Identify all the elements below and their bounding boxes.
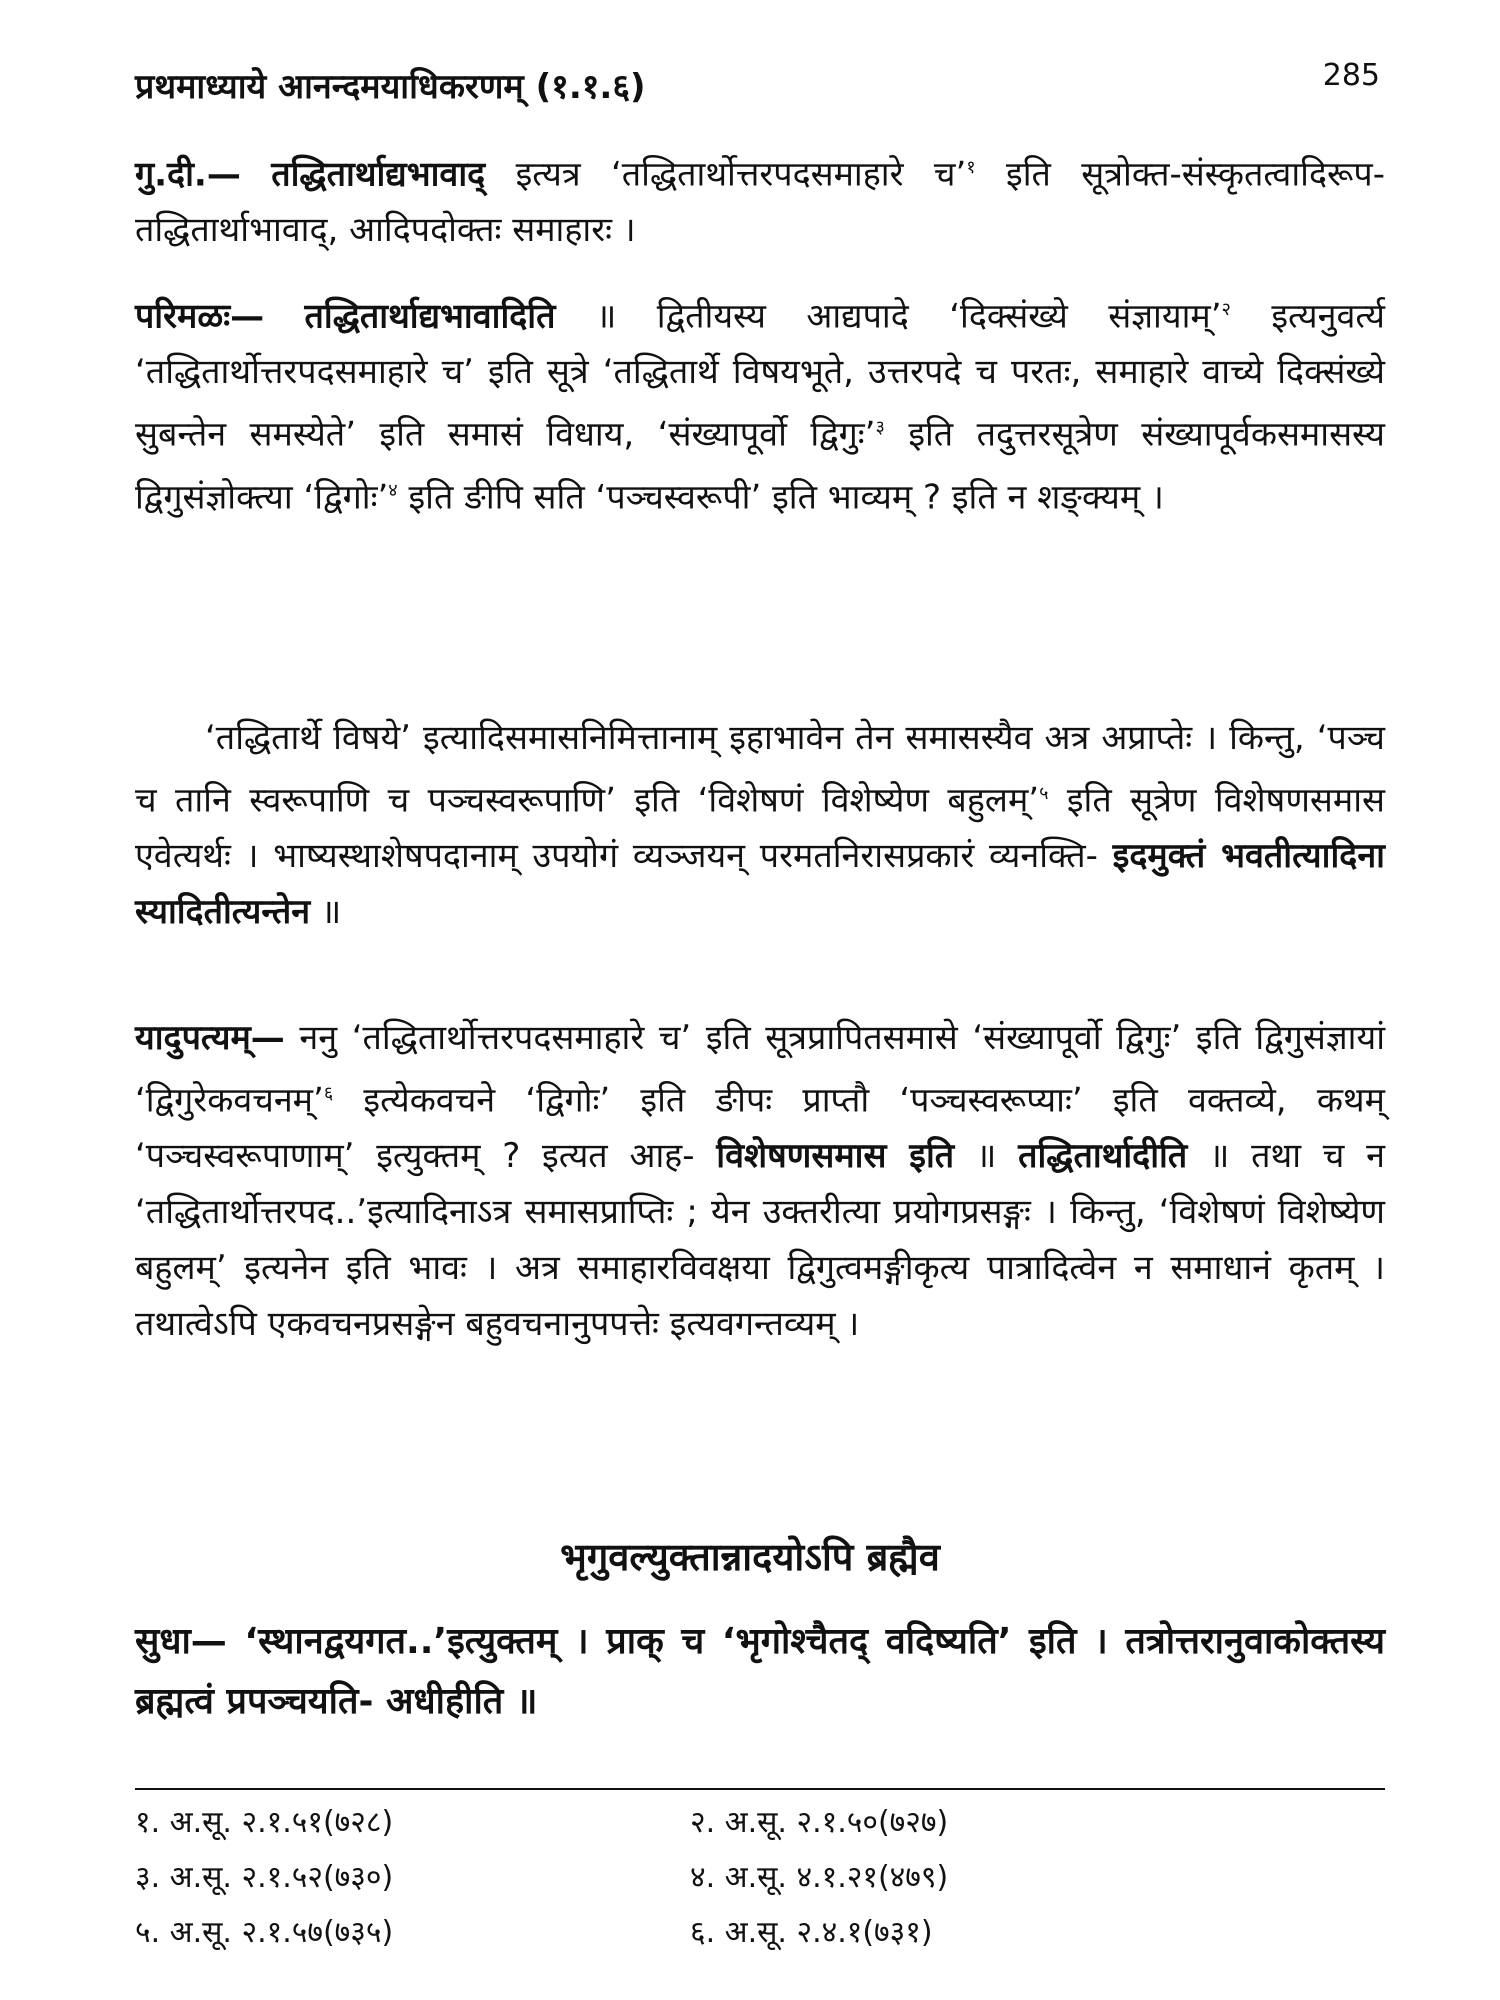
commentary-text: इति तदुत्तरसूत्रेण संख्यापूर्वकसमासस्य द्विगुसंज्ञोक्त्या ‘द्विगोः’ [135, 414, 1385, 517]
footnotes [135, 1800, 1385, 1965]
commentary-text: इत्यनुवर्त्य ‘तद्धितार्थोत्तरपदसमाहारे च’ इति सूत्रे ‘तद्धितार्थे विषयभूते, उत्तरपदे च परतः, समाहारे वाच्ये दिक्संख्ये सुबन्तेन समस्येते’ इति समासं विधाय, ‘संख्यापूर्वो द्विगुः’ [135, 296, 1385, 455]
footnote-ref: ६ [323, 1083, 334, 1104]
footnote-row [135, 1800, 1385, 1855]
commentary-label: गु.दी.— [135, 154, 241, 195]
lemma: विशेषणसमास इति [716, 1136, 955, 1177]
commentary-yadupatyam [135, 1010, 1385, 1352]
footnote: ३. अ.सू. २.१.५२(७३०) [135, 1860, 394, 1895]
footnote: ४. अ.सू. ४.१.२१(४७९) [690, 1860, 949, 1895]
commentary-text: ‘तद्धितार्थे विषये’ इत्यादिसमासनिमित्तानाम् इहाभावेन तेन समासस्यैव अत्र अप्राप्तेः । किन्तु, ‘पञ्च च तानि स्वरूपाणि च पञ्चस्वरूपाणि’ इति ‘विशेषणं विशेष्येण बहुलम्’ [135, 718, 1385, 821]
commentary-text: ‘स्थानद्वयगत..’इत्युक्तम् । प्राक् च ‘भृगोश्चैतद् वदिष्यति’ इति । तत्रोत्तरानुवाकोक्तस्य ब्रह्मत्वं प्रपञ्चयति- [135, 1621, 1385, 1722]
lemma: अधीहीति [386, 1681, 504, 1722]
footnote: ५. अ.सू. २.१.५७(७३५) [135, 1915, 394, 1950]
commentary-text: इति सूत्रेण विशेषणसमास एवेत्यर्थः । भाष्यस्थाशेषपदानाम् उपयोगं व्यञ्जयन् परमतनिरासप्रकारं व्यनक्ति- [135, 780, 1386, 877]
commentary-text: ननु ‘तद्धितार्थोत्तरपदसमाहारे च’ इति सूत्रप्रापितसमासे ‘संख्यापूर्वो द्विगुः’ इति द्विगुसंज्ञायां ‘द्विगुरेकवचनम्’ [135, 1018, 1385, 1121]
commentary-continuation [135, 710, 1385, 940]
commentary-label: सुधा— [135, 1621, 227, 1662]
footnote-divider [135, 1788, 1385, 1790]
footnote-ref: ३ [875, 417, 885, 439]
running-head: प्रथमाध्याये आनन्दमयाधिकरणम् (१.१.६) [135, 67, 646, 107]
commentary-text: इति ङीपि सति ‘पञ्चस्वरूपी’ इति भाव्यम् ? इति न शङ्क्यम् । [408, 476, 1164, 517]
verse-separator: ॥ [975, 1136, 997, 1177]
footnote: २. अ.सू. २.१.५०(७२७) [690, 1805, 949, 1840]
commentary-text: ॥ द्वितीयस्य आद्यपादे ‘दिक्संख्ये संज्ञायाम्’ [595, 296, 1222, 337]
verse-end: ॥ [515, 1681, 538, 1722]
footnote-ref: ४ [388, 479, 398, 501]
commentary-parimala [135, 282, 1385, 525]
commentary-label: परिमळः— [135, 296, 265, 337]
footnote-ref: ५ [1039, 783, 1049, 804]
commentary-text: इत्यत्र ‘तद्धितार्थोत्तरपदसमाहारे च’ [515, 154, 967, 195]
footnote-ref: २ [1221, 299, 1231, 320]
footnote-row [135, 1910, 1385, 1965]
lemma: तद्धितार्थाद्यभावादिति [304, 296, 556, 337]
lemma: इदमुक्तं भवतीत्यादिना स्यादितीत्यन्तेन [135, 836, 1385, 933]
section-heading: भृगुवल्युक्तान्नादयोऽपि ब्रह्मैव [560, 1535, 940, 1579]
verse-end: ॥ [320, 892, 342, 933]
commentary-text: ॥ तथा च न ‘तद्धितार्थोत्तरपद..’इत्यादिनाऽत्र समासप्राप्तिः ; येन उक्तरीत्या प्रयोगप्रसङ्गः । किन्तु, ‘विशेषणं विशेष्येण बहुलम्’ इत्यनेन इति भावः । अत्र समाहारविवक्षया द्विगुत्वमङ्गीकृत्य पात्रादित्वेन न समाधानं कृतम् । तथात्वेऽपि एकवचनप्रसङ्गेन बहुवचनानुपपत्तेः इत्यवगन्तव्यम् । [135, 1136, 1386, 1345]
commentary-label: यादुपत्यम्— [135, 1018, 285, 1058]
lemma: तद्धितार्थादीति [1018, 1136, 1188, 1177]
commentary-text: इति सूत्रोक्त-संस्कृतत्वादिरूप-तद्धितार्थाभावाद्, आदिपदोक्तः समाहारः । [135, 154, 1385, 251]
footnote-row [135, 1855, 1385, 1910]
page-number: 285 [1322, 58, 1380, 93]
commentary-sudha [135, 1612, 1385, 1732]
commentary-text: इत्येकवचने ‘द्विगोः’ इति ङीपः प्राप्तौ ‘पञ्चस्वरूप्याः’ इति वक्तव्ये, कथम् ‘पञ्चस्वरूपाणाम्’ इत्युक्तम् ? इत्यत आह- [135, 1080, 1385, 1177]
commentary-guru-dipa [135, 140, 1385, 258]
footnote-ref: १ [966, 157, 976, 178]
lemma: तद्धितार्थाद्यभावाद् [271, 154, 486, 195]
footnote: १. अ.सू. २.१.५१(७२८) [135, 1805, 394, 1840]
footnote: ६. अ.सू. २.४.१(७३१) [690, 1915, 933, 1950]
